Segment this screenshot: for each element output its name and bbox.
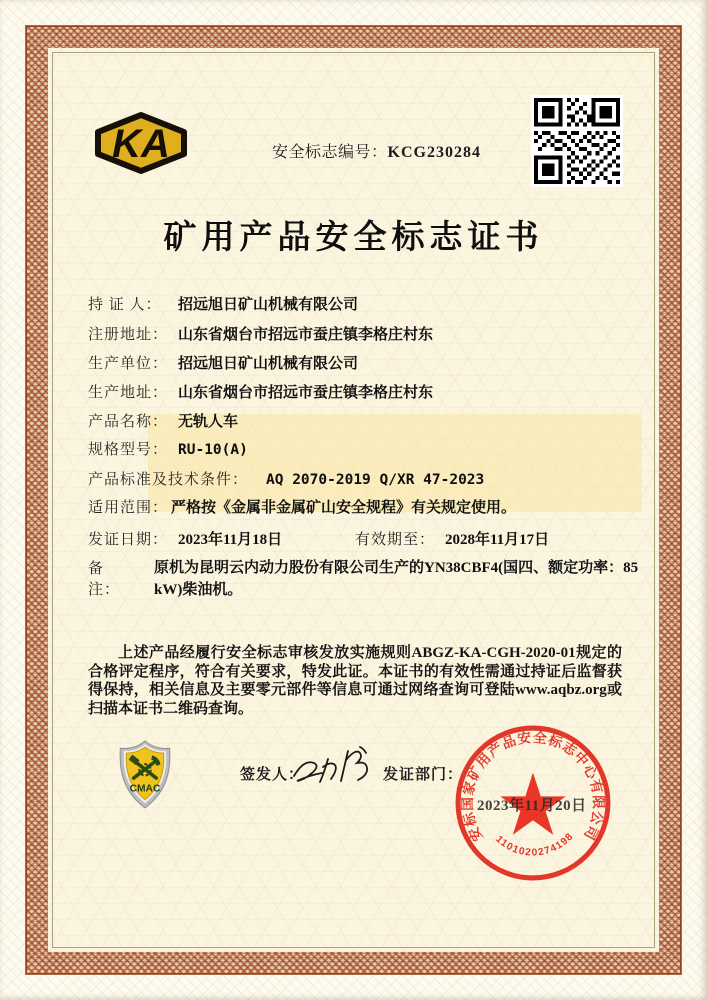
serial-number-line (272, 139, 481, 162)
valid-until-label: 有效期至： (355, 532, 436, 548)
issue-date-value: 2023年11月18日 (178, 532, 283, 548)
field-row-model (88, 438, 248, 459)
field-row-holder (88, 293, 358, 314)
ka-mark-text: KA (112, 122, 170, 166)
serial-label: 安全标志编号： (272, 144, 388, 161)
field-row-manufacturer (88, 352, 358, 373)
field-row-standard (88, 468, 484, 489)
field-row-remark (88, 557, 662, 601)
field-value: RU-10(A) (178, 442, 248, 458)
field-value: 无轨人车 (178, 414, 239, 430)
issue-date-label: 发证日期： (88, 532, 169, 548)
seal-org-text: 安标国家矿用产品安全标志中心有限公司 (460, 729, 606, 844)
cmac-shield-text: CMAC (129, 783, 161, 795)
certificate-title: 矿用产品安全标志证书 (163, 218, 544, 255)
remark-value: 原机为昆明云内动力股份有限公司生产的YN38CBF4(国四、额定功率：85 kW)柴油机。 (154, 560, 639, 598)
field-value: 严格按《金属非金属矿山安全规程》有关规定使用。 (171, 500, 517, 516)
field-label: 生产单位： (88, 356, 169, 372)
valid-until-value: 2028年11月17日 (445, 532, 550, 548)
field-row-prod-address (88, 381, 433, 402)
field-row-dates (88, 528, 549, 549)
cmac-shield-icon (114, 740, 176, 812)
field-value: 招远旭日矿山机械有限公司 (178, 356, 359, 372)
seal-date: 2023年11月20日 (477, 798, 587, 814)
remark-label: 备 注： (88, 561, 137, 598)
qr-code-icon (531, 95, 623, 187)
field-value: 招远旭日矿山机械有限公司 (178, 297, 359, 313)
issuer-label: 发证部门： (383, 767, 464, 783)
field-label: 适用范围： (88, 500, 169, 516)
handwritten-signature (288, 742, 386, 794)
signer-label: 签发人： (240, 767, 305, 783)
field-label: 持 证 人： (88, 297, 162, 313)
field-value: 山东省烟台市招远市蚕庄镇李格庄村东 (178, 327, 434, 343)
field-label: 产品标准及技术条件： (88, 472, 249, 488)
statement-paragraph: 上述产品经履行安全标志审核发放实施规则ABGZ-KA-CGH-2020-01规定的合格评定程序，符合有关要求，特发此证。本证书的有效性需通过持证后监督获得保持，相关信息及主要零元部件等信息可通过网络查询可登陆www.aqbz.org或扫描本证书二维码查询。 (88, 645, 622, 717)
field-label: 生产地址： (88, 385, 169, 401)
field-row-reg-address (88, 323, 433, 344)
field-row-product-name (88, 410, 238, 431)
seal-code-text: 1101020274198 (493, 830, 577, 859)
serial-value: KCG230284 (387, 144, 481, 161)
svg-text:1101020274198 (493, 831, 576, 859)
field-label: 产品名称： (88, 414, 169, 430)
field-row-scope (88, 496, 516, 517)
field-label: 规格型号： (88, 442, 169, 458)
ka-mark-icon (92, 108, 190, 178)
field-value: AQ 2070-2019 Q/XR 47-2023 (266, 472, 485, 488)
field-label: 注册地址： (88, 327, 169, 343)
field-value: 山东省烟台市招远市蚕庄镇李格庄村东 (178, 385, 434, 401)
